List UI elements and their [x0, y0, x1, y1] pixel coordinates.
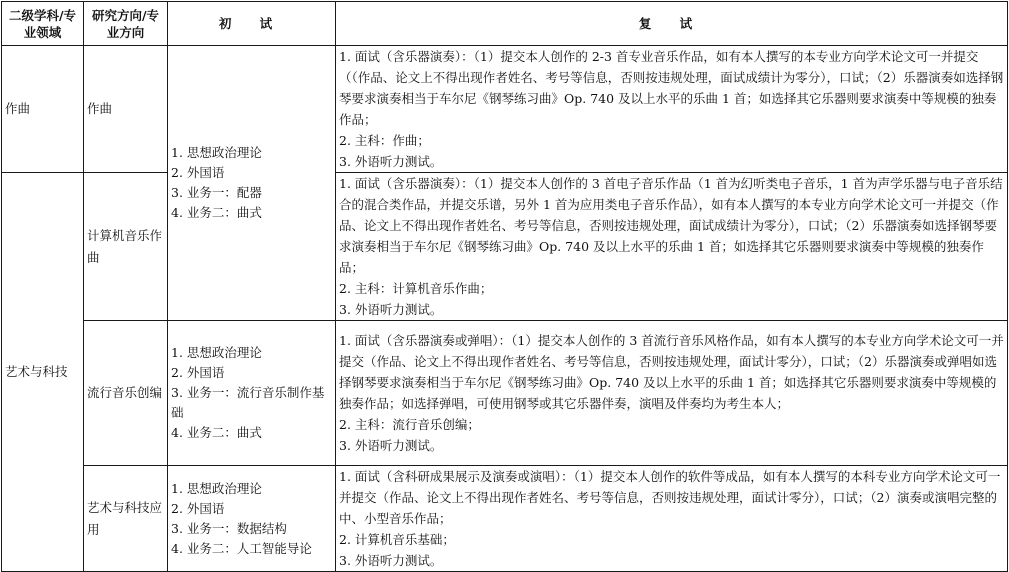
initial-item: 1. 思想政治理论 [171, 480, 262, 496]
direction-cell [84, 466, 168, 572]
header-row [2, 2, 1008, 46]
table-row [2, 46, 1008, 173]
initial-item: 1. 思想政治理论 [171, 145, 262, 160]
initial-item: 2. 外国语 [171, 165, 225, 180]
retest-item: 3. 外语听力测试。 [339, 154, 443, 169]
header-discipline-text: 二级学科/专业领域 [8, 7, 77, 40]
direction-cell [84, 173, 168, 321]
header-retest: 复 试 [336, 2, 1008, 46]
initial-item: 3. 业务一：数据结构 [171, 520, 287, 536]
retest-item: 2. 计算机音乐基础； [339, 532, 455, 547]
initial-item: 2. 外国语 [171, 365, 225, 380]
direction-pop-music: 流行音乐创编 [87, 385, 163, 400]
retest-item: 1. 面试（含乐器演奏）：（1）提交本人创作的 2-3 首专业音乐作品，如有本人撰写的本专业方向学术论文可一并提交（（作品、论文上不得出现作者姓名、考号等信息，否则按违规处理，面试成绩计为零分），口试；（2）乐器演奏如选择钢琴要求演奏相当于车尔尼《钢琴练习曲》Op. 740 及以上水平的乐曲 1 首；如选择其它乐器则要求演奏中等规模的独奏作品； [339, 49, 1004, 127]
initial-item: 3. 业务一：配器 [171, 185, 262, 200]
retest-item: 1. 面试（含科研成果展示及演奏或演唱）：（1）提交本人创作的软件等成品，如有本人撰写的本科专业方向学术论文可一并提交（作品、论文上不得出现作者姓名、考号等信息，否则按违规处理，面试计零分），口试；（2）演奏或演唱完整的中、小型音乐作品； [339, 469, 1001, 526]
initial-exam-cell [168, 46, 336, 321]
initial-exam-cell [168, 321, 336, 466]
initial-exam-cell [168, 466, 336, 572]
retest-item: 2. 主科：流行音乐创编； [339, 417, 480, 432]
retest-cell [336, 321, 1008, 466]
admission-table [1, 1, 1008, 572]
direction-cell [84, 321, 168, 466]
discipline-cell [2, 173, 84, 572]
header-discipline [2, 2, 84, 46]
table-row [2, 321, 1008, 466]
retest-item: 1. 面试（含乐器演奏）：（1）提交本人创作的 3 首电子音乐作品（1 首为幻听类电子音乐，1 首为声学乐器与电子音乐结合的混合类作品，并提交乐谱，另外 1 首为应用类电子音乐作品），如有本人撰写的本专业方向学术论文可一并提交（作品、论文上不得出现作者姓名、考号等信息，否则按违规处理，面试成绩计为零分），口试；（2）乐器演奏如选择钢琴要求演奏相当于车尔尼《钢琴练习曲》Op. 740 及以上水平的乐曲 1 首；如选择其它乐器则要求演奏中等规模的独奏作品； [339, 176, 1003, 275]
initial-item: 4. 业务二：人工智能导论 [171, 540, 312, 556]
header-initial-exam: 初 试 [168, 2, 336, 46]
initial-item: 2. 外国语 [171, 500, 225, 516]
initial-item: 3. 业务一：流行音乐制作基础 [171, 385, 325, 420]
table-row [2, 173, 1008, 321]
retest-item: 1. 面试（含乐器演奏或弹唱）：（1）提交本人创作的 3 首流行音乐风格作品，如有本人撰写的本专业方向学术论文可一并提交（作品、论文上不得出现作者姓名、考号等信息，否则按违规处理，面试计零分），口试；（2）乐器演奏或弹唱如选择钢琴要求演奏相当于车尔尼《钢琴练习曲》Op. 740 及以上水平的乐曲 1 首；如选择其它乐器则要求演奏中等规模的独奏作品；如选择弹唱，可使用钢琴或其它乐器伴奏，演唱及伴奏均为考生本人； [339, 333, 1004, 411]
discipline-art-technology: 艺术与科技 [5, 364, 68, 379]
retest-item: 3. 外语听力测试。 [339, 553, 443, 568]
retest-cell [336, 466, 1008, 572]
retest-item: 2. 主科：计算机音乐作曲； [339, 281, 493, 296]
header-direction [84, 2, 168, 46]
direction-art-tech-application: 艺术与科技应用 [87, 499, 163, 537]
header-direction-text: 研究方向/专业方向 [91, 7, 160, 40]
retest-item: 3. 外语听力测试。 [339, 438, 443, 453]
retest-item: 2. 主科：作曲； [339, 133, 430, 148]
direction-cell [84, 46, 168, 173]
direction-composition: 作曲 [87, 101, 113, 116]
initial-item: 1. 思想政治理论 [171, 345, 262, 360]
initial-item: 4. 业务二：曲式 [171, 425, 262, 440]
retest-item: 3. 外语听力测试。 [339, 302, 443, 317]
table-row [2, 466, 1008, 572]
discipline-cell [2, 46, 84, 173]
initial-item: 4. 业务二：曲式 [171, 205, 262, 220]
retest-cell [336, 46, 1008, 173]
discipline-composition: 作曲 [5, 101, 31, 116]
retest-cell [336, 173, 1008, 321]
direction-computer-music: 计算机音乐作曲 [87, 227, 163, 265]
